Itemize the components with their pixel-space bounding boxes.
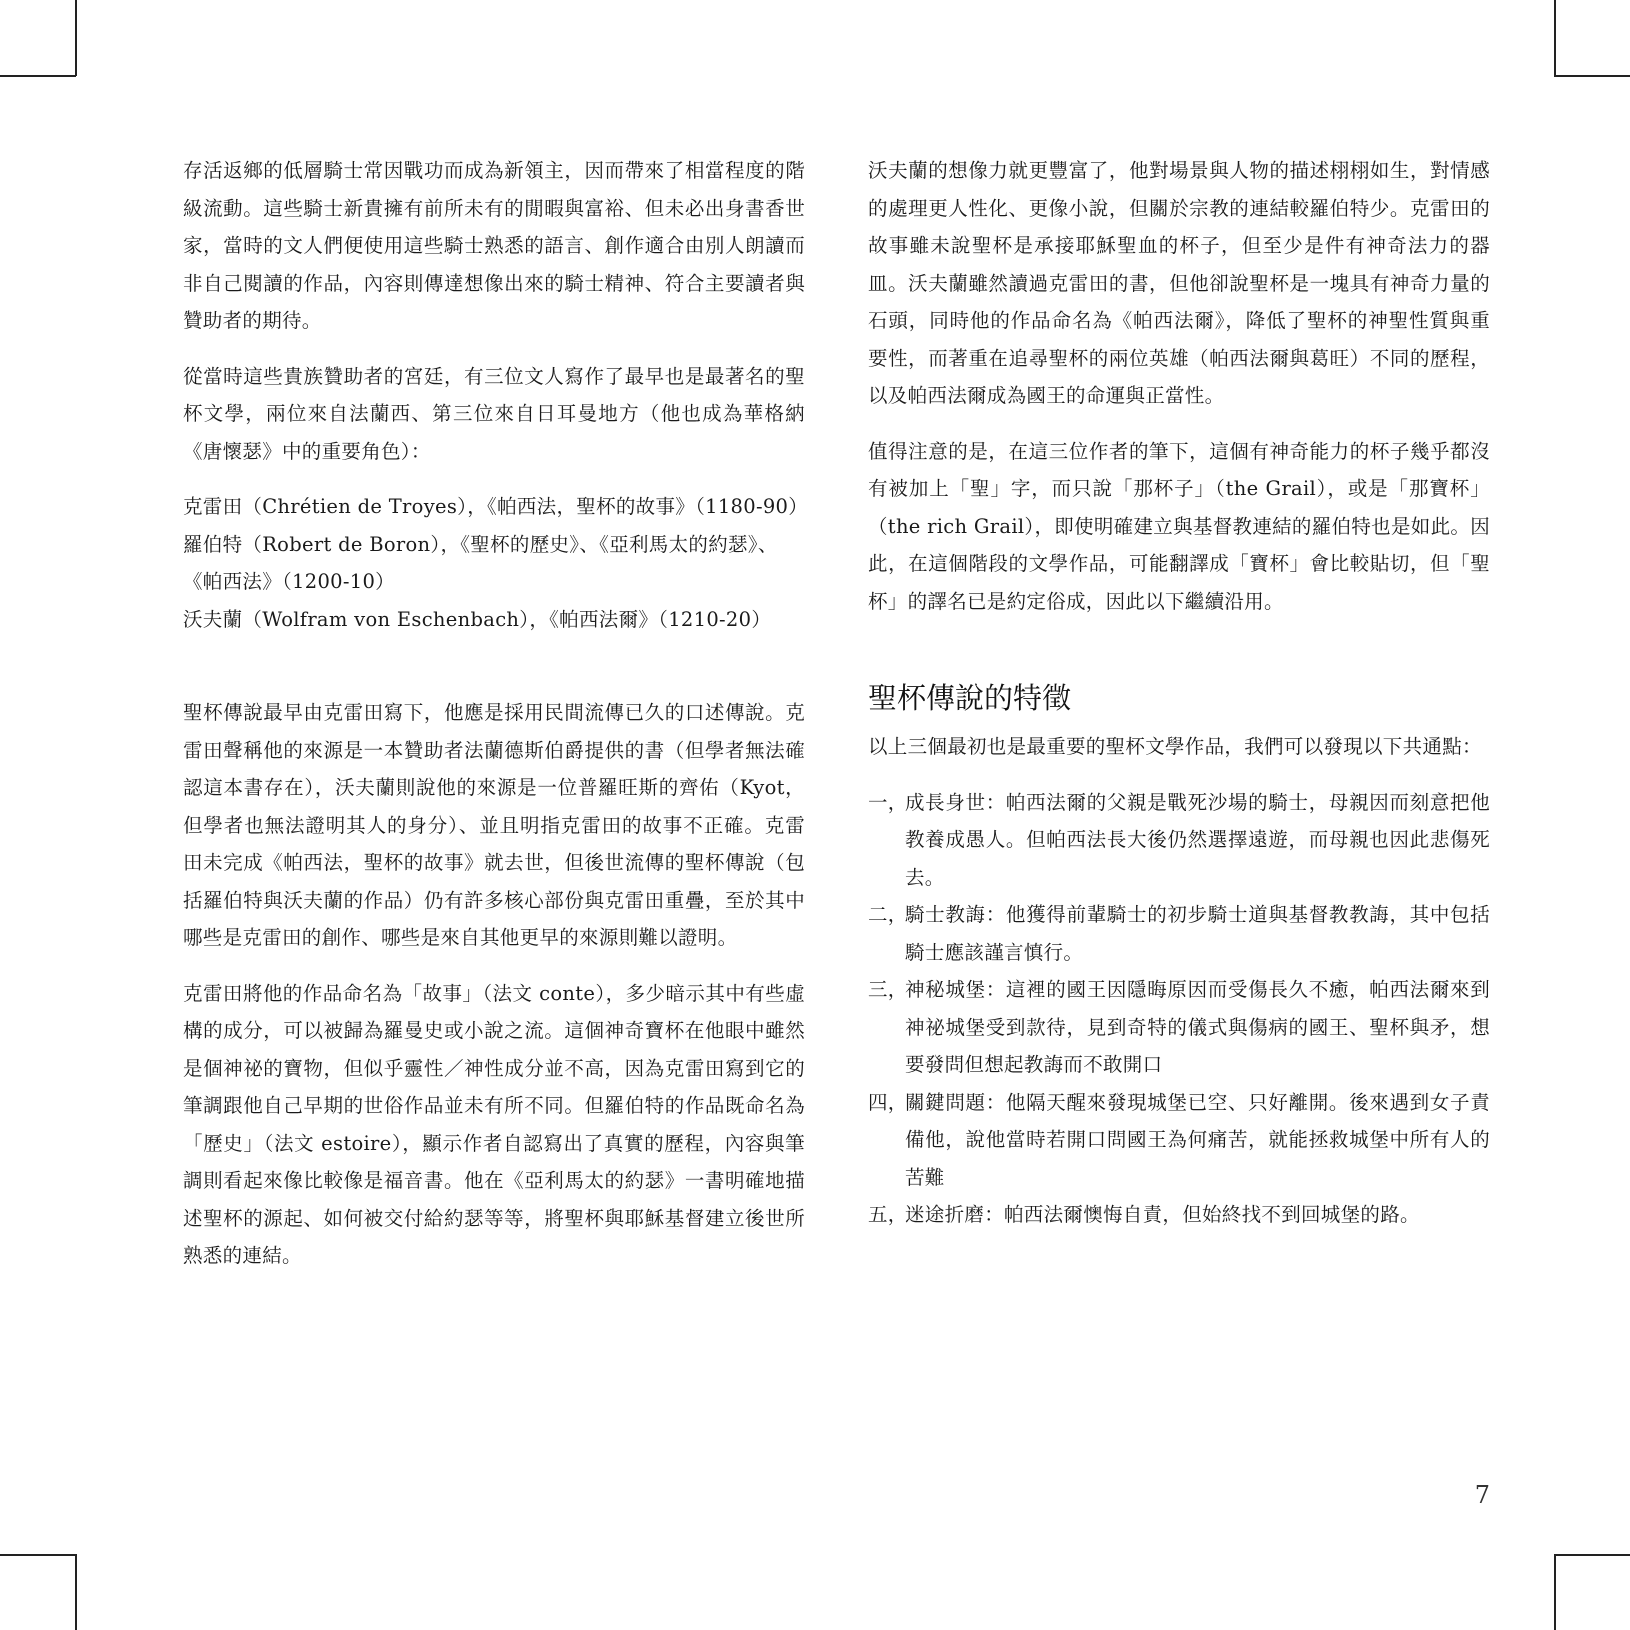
citation-item: 克雷田（Chrétien de Troyes），《帕西法，聖杯的故事》（1180-90）: [183, 495, 809, 518]
feature-text: 神秘城堡：這裡的國王因隱晦原因而受傷長久不癒，帕西法爾來到神祕城堡受到款待，見到奇特的儀式與傷病的國王、聖杯與矛，想要發問但想起教誨而不敢開口: [905, 978, 1490, 1076]
left-paragraph-2: 從當時這些貴族贊助者的宮廷，有三位文人寫作了最早也是最著名的聖杯文學，兩位來自法蘭西、第三位來自日耳曼地方（他也成為華格納《唐懷瑟》中的重要角色）：: [183, 364, 805, 463]
left-paragraph-1: 存活返鄉的低層騎士常因戰功而成為新領主，因而帶來了相當程度的階級流動。這些騎士新貴擁有前所未有的閒暇與富裕、但未必出身書香世家，當時的文人們便使用這些騎士熟悉的語言、創作適合由別人朗讀而非自己閱讀的作品，內容則傳達想像出來的騎士精神、符合主要讀者與贊助者的期待。: [183, 159, 805, 332]
crop-mark-tr-h: [1554, 75, 1630, 77]
citation-item: 沃夫蘭（Wolfram von Eschenbach），《帕西法爾》（1210-20）: [183, 607, 772, 631]
page-number: 7: [1474, 1481, 1490, 1509]
crop-mark-tl-h: [0, 75, 76, 77]
right-paragraph-1: 沃夫蘭的想像力就更豐富了，他對場景與人物的描述栩栩如生，對情感的處理更人性化、更像小說，但關於宗教的連結較羅伯特少。克雷田的故事雖未說聖杯是承接耶穌聖血的杯子，但至少是件有神奇法力的器皿。沃夫蘭雖然讀過克雷田的書，但他卻說聖杯是一塊具有神奇力量的石頭，同時他的作品命名為《帕西法爾》，降低了聖杯的神聖性質與重要性，而著重在追尋聖杯的兩位英雄（帕西法爾與葛旺）不同的歷程，以及帕西法爾成為國王的命運與正當性。: [868, 159, 1490, 407]
crop-mark-bl-h: [0, 1554, 76, 1556]
section-heading: 聖杯傳說的特徵: [868, 681, 1072, 715]
crop-mark-bl-v: [75, 1554, 77, 1630]
left-column: [183, 152, 809, 1275]
feature-number: 五，: [868, 1203, 908, 1226]
section-intro: 以上三個最初也是最重要的聖杯文學作品，我們可以發現以下共通點：: [868, 735, 1482, 758]
right-column: [868, 152, 1490, 1234]
crop-mark-br-h: [1554, 1554, 1630, 1556]
feature-text: 迷途折磨：帕西法爾懊悔自責，但始終找不到回城堡的路。: [905, 1203, 1420, 1226]
crop-mark-tl-v: [75, 0, 77, 76]
citation-item: 羅伯特（Robert de Boron），《聖杯的歷史》、《亞利馬太的約瑟》、《帕西法》（1200-10）: [183, 532, 778, 593]
feature-text: 成長身世：帕西法爾的父親是戰死沙場的騎士，母親因而刻意把他教養成愚人。但帕西法長大後仍然選擇遠遊，而母親也因此悲傷死去。: [905, 790, 1490, 889]
feature-item: [868, 1196, 1490, 1234]
feature-text: 騎士教誨：他獲得前輩騎士的初步騎士道與基督教教誨，其中包括騎士應該謹言慎行。: [905, 903, 1490, 964]
crop-mark-tr-v: [1554, 0, 1556, 76]
crop-mark-br-v: [1554, 1554, 1556, 1630]
feature-text: 關鍵問題：他隔天醒來發現城堡已空、只好離開。後來遇到女子責備他，說他當時若開口問國王為何痛苦，就能拯救城堡中所有人的苦難: [905, 1090, 1490, 1189]
feature-number: 二，: [868, 903, 908, 926]
feature-item: [868, 1084, 1490, 1197]
feature-number: 四，: [868, 1090, 908, 1114]
feature-item: [868, 784, 1490, 897]
citation-list: [183, 488, 809, 638]
left-paragraph-3: 聖杯傳說最早由克雷田寫下，他應是採用民間流傳已久的口述傳說。克雷田聲稱他的來源是一本贊助者法蘭德斯伯爵提供的書（但學者無法確認這本書存在），沃夫蘭則說他的來源是一位普羅旺斯的齊佑（Kyot，但學者也無法證明其人的身分）、並且明指克雷田的故事不正確。克雷田未完成《帕西法，聖杯的故事》就去世，但後世流傳的聖杯傳說（包括羅伯特與沃夫蘭的作品）仍有許多核心部份與克雷田重疊，至於其中哪些是克雷田的創作、哪些是來自其他更早的來源則難以證明。: [183, 701, 805, 949]
left-paragraph-4: 克雷田將他的作品命名為「故事」（法文 conte），多少暗示其中有些虛構的成分，可以被歸為羅曼史或小說之流。這個神奇寶杯在他眼中雖然是個神祕的寶物，但似乎靈性／神性成分並不高，因為克雷田寫到它的筆調跟他自己早期的世俗作品並未有所不同。但羅伯特的作品既命名為「歷史」（法文 estoire），顯示作者自認寫出了真實的歷程，內容與筆調則看起來像比較像是福音書。他在《亞利馬太的約瑟》一書明確地描述聖杯的源起、如何被交付給約瑟等等，將聖杯與耶穌基督建立後世所熟悉的連結。: [183, 981, 805, 1267]
right-paragraph-2: 值得注意的是，在這三位作者的筆下，這個有神奇能力的杯子幾乎都沒有被加上「聖」字，而只說「那杯子」（the Grail），或是「那寶杯」（the rich Grail），即使明確建立與基督教連結的羅伯特也是如此。因此，在這個階段的文學作品，可能翻譯成「寶杯」會比較貼切，但「聖杯」的譯名已是約定俗成，因此以下繼續沿用。: [868, 439, 1490, 613]
feature-item: [868, 896, 1490, 971]
feature-item: [868, 971, 1490, 1084]
feature-number: 一，: [868, 790, 908, 814]
feature-list: [868, 784, 1490, 1234]
feature-number: 三，: [868, 978, 908, 1001]
